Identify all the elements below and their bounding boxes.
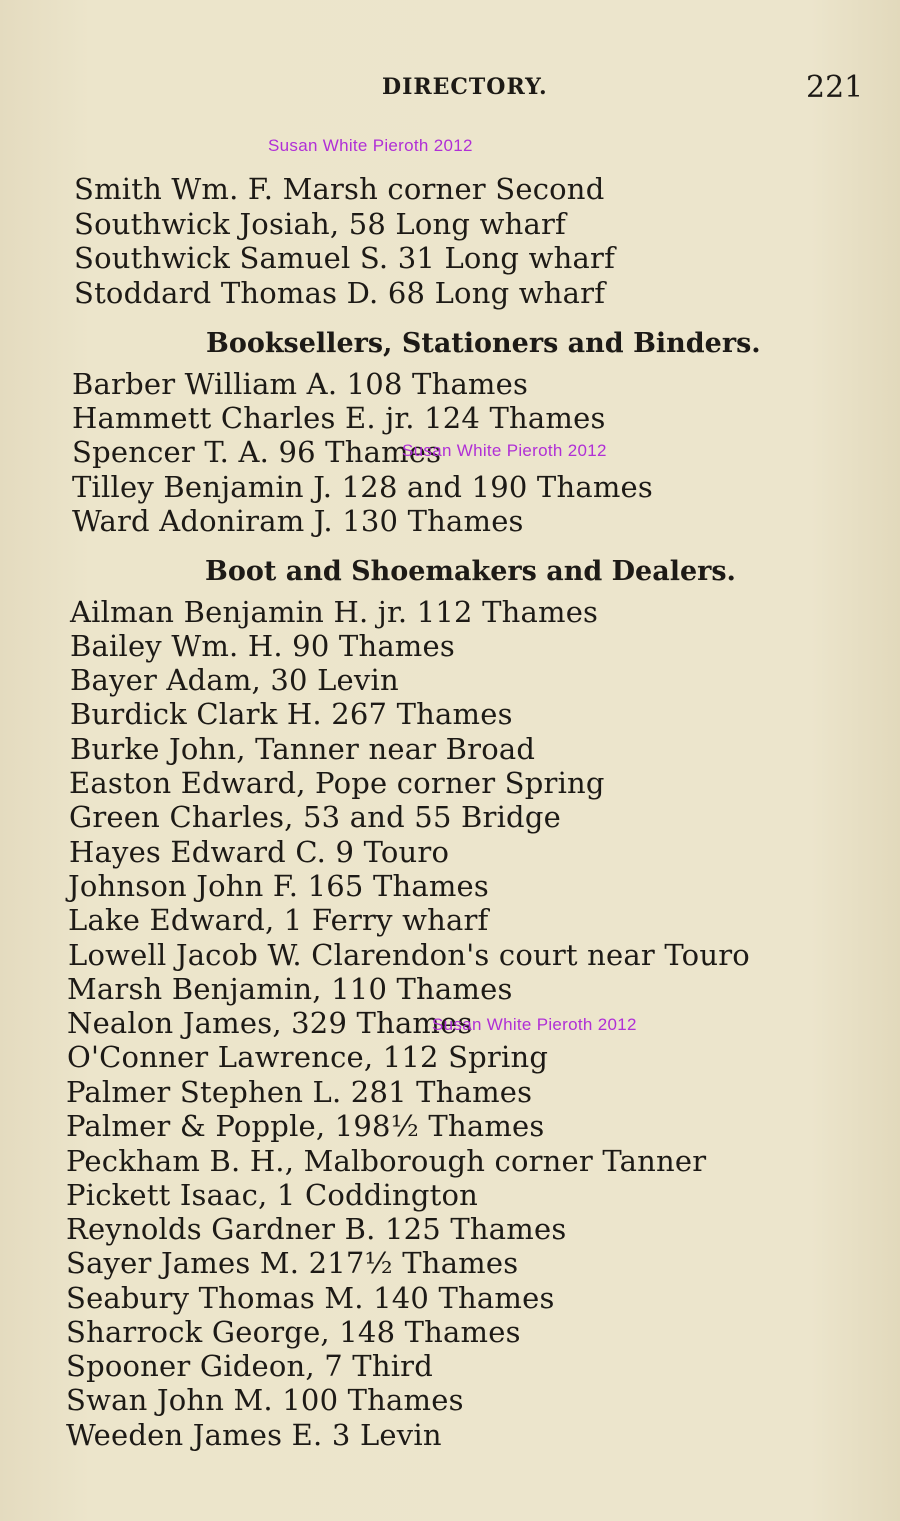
list-item: Bayer Adam, 30 Levin [70,663,399,697]
section-heading: Boot and Shoemakers and Dealers. [205,556,736,587]
watermark: Susan White Pieroth 2012 [402,441,607,460]
list-item: Pickett Isaac, 1 Coddington [66,1178,479,1212]
list-item: Bailey Wm. H. 90 Thames [70,629,455,663]
list-item: Southwick Samuel S. 31 Long wharf [74,241,616,275]
list-item: Peckham B. H., Malborough corner Tanner [66,1144,707,1178]
list-item: Seabury Thomas M. 140 Thames [66,1281,555,1315]
list-item: Barber William A. 108 Thames [72,367,529,401]
list-item: Southwick Josiah, 58 Long wharf [74,207,566,241]
list-item: Hammett Charles E. jr. 124 Thames [72,401,606,435]
list-item: O'Conner Lawrence, 112 Spring [67,1040,549,1074]
list-item: Sayer James M. 217½ Thames [66,1246,519,1280]
list-item: Burke John, Tanner near Broad [70,732,536,766]
list-item: Spooner Gideon, 7 Third [66,1349,434,1383]
list-item: Hayes Edward C. 9 Touro [69,835,450,869]
list-item: Marsh Benjamin, 110 Thames [67,972,513,1006]
list-item: Lake Edward, 1 Ferry wharf [68,903,489,937]
list-item: Reynolds Gardner B. 125 Thames [66,1212,567,1246]
list-item: Easton Edward, Pope corner Spring [69,766,605,800]
list-item: Tilley Benjamin J. 128 and 190 Thames [72,470,653,504]
list-item: Palmer & Popple, 198½ Thames [66,1109,545,1143]
page-header [0,70,900,106]
list-item: Weeden James E. 3 Levin [66,1418,442,1452]
list-item: Palmer Stephen L. 281 Thames [66,1075,533,1109]
list-item: Ward Adoniram J. 130 Thames [72,504,524,538]
watermark: Susan White Pieroth 2012 [432,1015,637,1034]
list-item: Nealon James, 329 Thames [67,1006,473,1040]
running-title: DIRECTORY. [382,74,548,100]
list-item: Green Charles, 53 and 55 Bridge [69,800,561,834]
section-heading: Booksellers, Stationers and Binders. [206,328,761,359]
list-item: Lowell Jacob W. Clarendon's court near Touro [68,938,750,972]
list-item: Sharrock George, 148 Thames [66,1315,521,1349]
list-item: Stoddard Thomas D. 68 Long wharf [74,276,606,310]
list-item: Smith Wm. F. Marsh corner Second [74,172,605,206]
list-item: Swan John M. 100 Thames [66,1383,464,1417]
page-number: 221 [806,70,864,105]
list-item: Burdick Clark H. 267 Thames [70,697,513,731]
list-item: Ailman Benjamin H. jr. 112 Thames [70,595,599,629]
list-item: Johnson John F. 165 Thames [68,869,489,903]
list-item: Spencer T. A. 96 Thames [72,435,442,469]
watermark: Susan White Pieroth 2012 [268,136,473,155]
